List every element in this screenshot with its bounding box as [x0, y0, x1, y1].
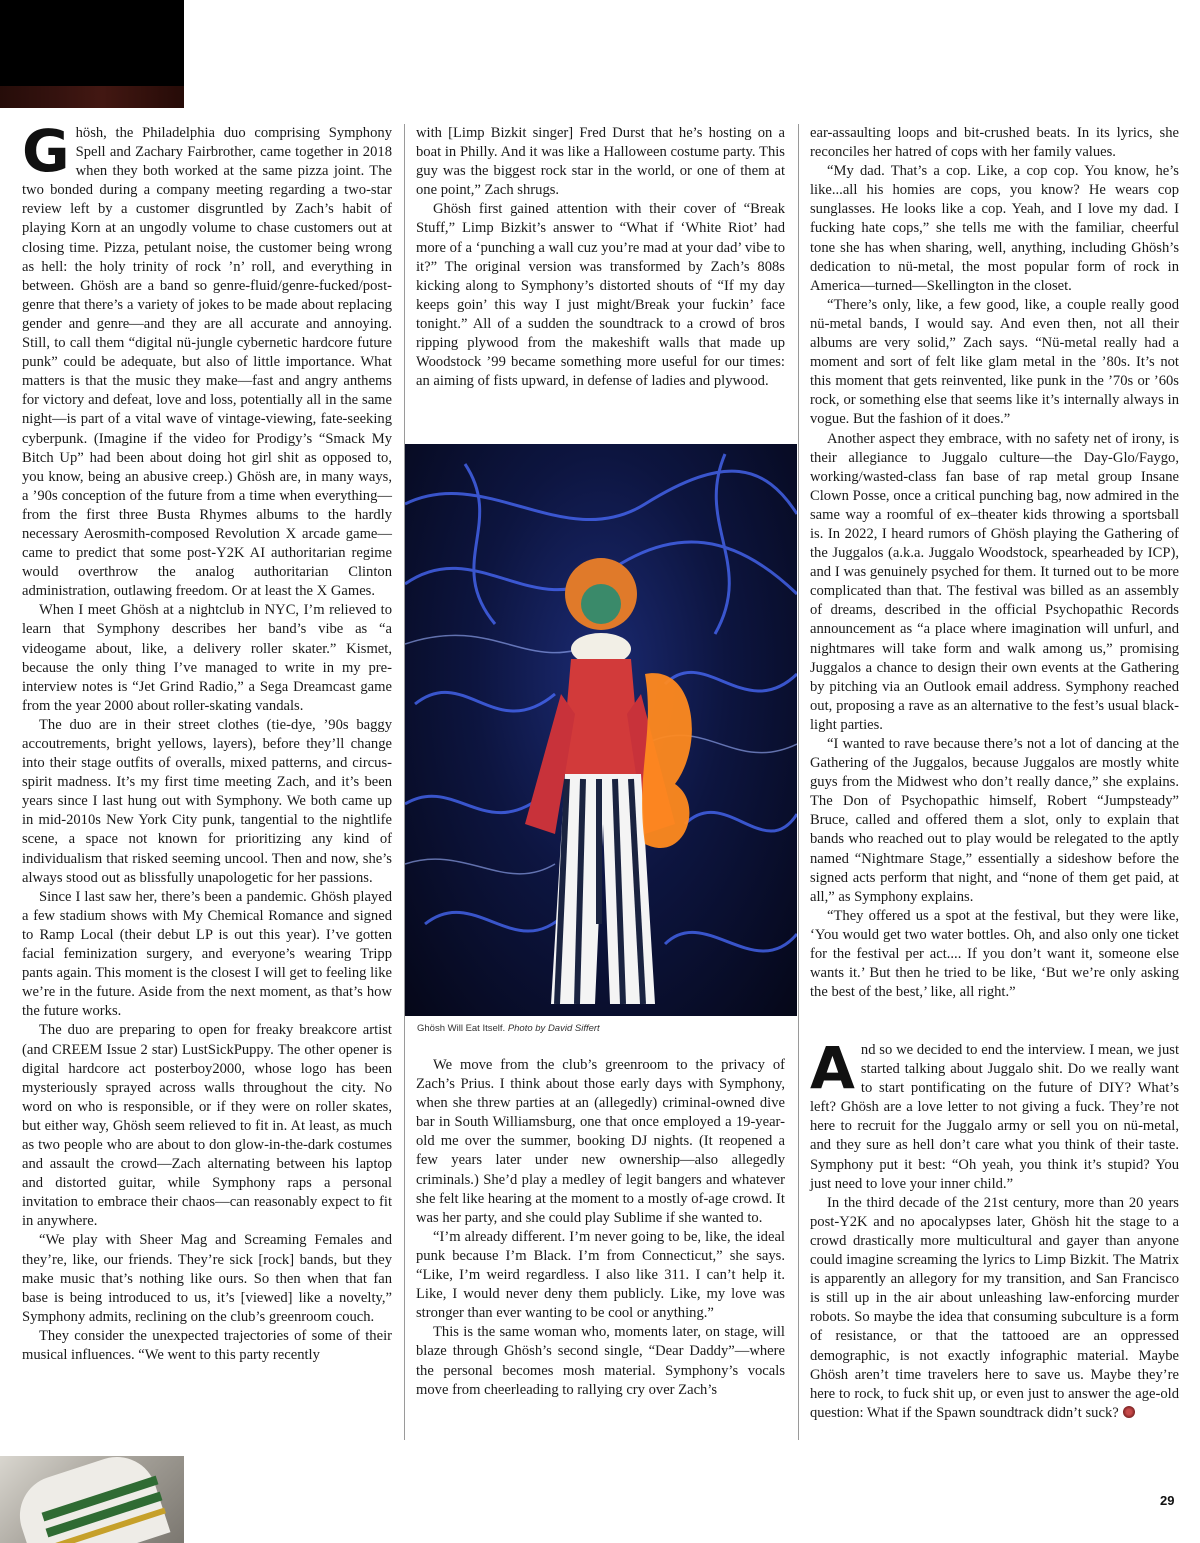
column-3-top — [810, 124, 1179, 1002]
paragraph: ear-assaulting loops and bit-crushed beats. In its lyrics, she reconciles her hatred of cops with her family values. — [810, 125, 1179, 161]
column-2-bottom — [416, 1056, 785, 1400]
end-mark-icon — [1123, 1406, 1135, 1418]
top-black-block — [0, 0, 184, 108]
column-2-top — [416, 124, 785, 391]
paragraph: “My dad. That’s a cop. Like, a cop cop. You know, he’s like...all his homies are cops, you know? He wears cop sunglasses. He looks like a cop. Yeah, and I love my dad. I fucking hate cops,” she tells me with the familiar, cheerful tone she has when sharing, well, anything, including Ghösh’s dedication to nü-metal, the most popular form of rock in America—turned—Skellington in the closet. — [810, 163, 1179, 294]
paragraph: “They offered us a spot at the festival, but they were like, ‘You would get two water bottles. Oh, and also only one ticket for the festival per act.... If you don’t want it, someone else wants it.’ But then he tried to be like, ‘But we’re only asking the best of the best,’ like, all right.” — [810, 907, 1179, 1001]
paragraph: This is the same woman who, moments later, on stage, will blaze through Ghösh’s second single, “Dear Daddy”—where the personal becomes mosh material. Symphony’s vocals move from cheerleading to rallying cry over Zach’s — [416, 1324, 785, 1398]
paragraph: Ghösh first gained attention with their cover of “Break Stuff,” Limp Bizkit’s answer to “What if ‘White Riot’ had more of a ‘punching a wall cuz you’re mad at your dad’ vibe to it?” The original version was transformed by Zach’s 808s kicking along to Symphony’s distorted shouts of “If my day keeps goin’ this way I just might/Break your fuckin’ face tonight.” All of a sudden the soundtrack to a crowd of bros ripping plywood from the makeshift walls that made up Woodstock ’99 became something more useful for our times: an aiming of fists upward, in defense of ladies and plywood. — [416, 201, 785, 390]
paragraph: In the third decade of the 21st century, more than 20 years post-Y2K and no apocalypses later, Ghösh hit the stage to a crowd drastically more multicultural and gayer than anyone could imagine screaming the lyrics to Limp Bizkit. The Matrix is apparently an allegory for my transition, and San Francisco is still up in the air about unleashing law-enforcing murder robots. So maybe the idea that consuming subculture is a form of resistance, or that the tattooed are an oppressed demographic, is not exactly infographic material. Maybe Ghösh aren’t time travelers here to save us. Maybe they’re here to rock, to fuck shit up, or even just to answer the age-old question: What if the Spawn soundtrack didn’t suck? — [810, 1194, 1179, 1421]
drop-cap: G — [22, 117, 70, 185]
paragraph: The duo are in their street clothes (tie-dye, ’90s baggy accoutrements, bright yellows, layers), before they’ll change into their stage outfits of overalls, mixed patterns, and circus-spirit madness. It’s my first time meeting Zach, and it’s been years since I last hung out with Symphony. We both came up in mid-2010s New York City punk, tangential to the nightlife scene, a space not known for prioritizing any kind of individualism that risked seeming uncool. Then and now, she’s always stood out as blissfully unapologetic for her passions. — [22, 716, 392, 886]
bottom-photo-sock — [0, 1456, 184, 1543]
paragraph: “There’s only, like, a few good, like, a couple really good nü-metal bands, I would say. And even then, not all their albums are very solid,” Zach says. “Nü-metal really had a moment and sort of felt like glam metal in the ’80s. It’s not this moment that gets reinvented, like punk in the ’70s or ’60s rock, or something else that seems like it’s internally always in vogue. But the fashion of it does.” — [810, 296, 1179, 428]
page-number: 29 — [1160, 1493, 1175, 1508]
paragraph: The duo are preparing to open for freaky breakcore artist (and CREEM Issue 2 star) LustSickPuppy. The other opener is digital hardcore act posterboy2000, whose logo has been mysteriously sprayed across walls throughout the city. No word on who is responsible, or if they were on roller skates, but either way, Ghösh seem relieved to fit in. At least, as much as two people who are about to don glow-in-the-dark costumes and assault the crowd—Zach alternating between his laptop and distorted guitar, while Symphony raps a personal invitation to embrace their chaos—can reasonably expect to fit in anywhere. — [22, 1022, 392, 1230]
paragraph: with [Limp Bizkit singer] Fred Durst that he’s hosting on a boat in Philly. And it was like a Halloween costume party. This guy was the biggest rock star in the world, or one of them at one point,” Zach shrugs. — [416, 125, 785, 199]
paragraph: Since I last saw her, there’s been a pandemic. Ghösh played a few stadium shows with My Chemical Romance and signed to Ramp Local (their debut LP is out this year). I’ve gotten facial feminization surgery, and everyone’s wearing Tripp pants again. This moment is the closest I will get to feeling like we’re in the future. Aside from the next moment, as that’s how the future works. — [22, 888, 392, 1020]
column-1 — [22, 117, 392, 1365]
paragraph: Another aspect they embrace, with no safety net of irony, is their allegiance to Juggalo culture—the Day-Glo/Faygo, working/wasted-class fan base of rap metal group Insane Clown Posse, once a critical punching bag, now admired in the same way a roomful of ex–theater kids throwing a sportsball is. In 2022, I heard rumors of Ghösh playing the Gathering of the Juggalos (a.k.a. Juggalo Woodstock, spearheaded by ICP), and I was genuinely psyched for them. It turned out to be more complicated than that. The festival was billed as an assembly of dreams, described in the official Psychopathic Records announcement as “a place where imagination will unfurl, and nightmares will take form and walk among us,” promising Juggalos a chance to design their own events at the Gathering by pitching via an Outlook email address. Symphony reached out, proposing a rave as an alternative to the fest’s usual black-light parties. — [810, 430, 1179, 733]
drop-cap: A — [810, 1034, 855, 1102]
paragraph: We move from the club’s greenroom to the privacy of Zach’s Prius. I think about those early days with Symphony, when she threw parties at an (allegedly) criminal-owned dive bar in South Williamsburg, one that once employed a 19-year-old me over the summer, booking DJ nights. (It reopened a few years later under new ownership—also allegedly criminals.) She’d play a medley of legit bangers and whatever she felt like hearing at the moment to a mostly of-age crowd. It was her party, and she could play Sublime if she wanted to. — [416, 1057, 785, 1226]
paragraph: “I’m already different. I’m never going to be, like, the ideal punk because I’m Black. I’m from Connecticut,” she says. “Like, I’m weird regardless. I also like 311. I can’t help it. Like, I would never deny them publicly. Like, my love was stronger than ever wanting to be cool or anything.” — [416, 1228, 785, 1322]
paragraph: They consider the unexpected trajectories of some of their musical influences. “We went to this party recently — [22, 1327, 392, 1363]
column-3-bottom — [810, 1034, 1179, 1423]
column-divider — [798, 124, 799, 1440]
photo-caption: Ghösh Will Eat Itself. Photo by David Siffert — [417, 1023, 600, 1034]
paragraph: “We play with Sheer Mag and Screaming Females and they’re, like, our friends. They’re sick [rock] bands, but they make music that’s nothing like ours. So then when that fan base is being introduced to us, it’s [viewed] like a novelty,” Symphony admits, reclining on the club’s greenroom couch. — [22, 1232, 392, 1325]
paragraph: And so we decided to end the interview. I mean, we just started talking about Juggalo shit. Do we really want to start pontificating on the future of DIY? What’s left? Ghösh are a love letter to not giving a fuck. They’re not here to recruit for the Juggalo army or sell you on nü-metal, and they sure as hell don’t care what you think of their taste. Symphony put it best: “Oh yeah, you think it’s stupid? You just need to love your inner child.” — [810, 1034, 1179, 1192]
paragraph: “I wanted to rave because there’s not a lot of dancing at the Gathering of the Juggalos, because Juggalos are mostly white guys from the Midwest who don’t really dance,” she explains. The Don of Psychopathic himself, Robert “Jumpsteady” Bruce, called and offered them a slot, only to explain that bands who reached out to play would be relegated to the aptly named “Nightmare Stage,” essentially a sideshow before the signed acts perform that night, and “none of them get paid, at all,” as Symphony explains. — [810, 736, 1179, 905]
paragraph: Ghösh, the Philadelphia duo comprising Symphony Spell and Zachary Fairbrother, came together in 2018 when they both worked at the same pizza joint. The two bonded during a company meeting regarding a two-star review left by a customer disgruntled by Zach’s habit of playing Korn at an ungodly volume to chase customers out at closing time. Pizza, petulant noise, the customer being wrong as hell: the holy trinity of rock ’n’ roll, and everything in between. Ghösh are a band so genre-fluid/genre-fucked/post-genre that there’s a variety of jokes to be made about replacing gender and genre—and they are all accurate and annoying. Still, to call them “digital nü-jungle cybernetic hardcore future punk” could be adequate, but also of little importance. What matters is that the music they make—fast and angry anthems for victory and defeat, love and loss, potentially all in the same night—is part of a vital wave of vintage-viewing, fate-seeking cyberpunk. (Imagine if the video for Prodigy’s “Smack My Bitch Up” had been about doing hot girl shit as opposed to, you know, being an abusive creep.) Ghösh are, in many ways, a ’90s conception of the future from a time when everything—from the first three Busta Rhymes albums to the hardly necessary Aerosmith-composed Revolution X arcade game—came to predict that some post-Y2K AI authoritarian regime would overthrow the analog authoritarian Clinton administration, outlawing freedom. Or at least the X Games. — [22, 117, 392, 600]
concert-photo — [405, 444, 797, 1016]
paragraph: When I meet Ghösh at a nightclub in NYC, I’m relieved to learn that Symphony describes her band’s vibe as “a videogame about, like, a delivery roller skater.” Kismet, because the only thing I’ve managed to write in my pre-interview notes is “Jet Grind Radio,” a Sega Dreamcast game from the year 2000 about roller-skating vandals. — [22, 602, 392, 714]
